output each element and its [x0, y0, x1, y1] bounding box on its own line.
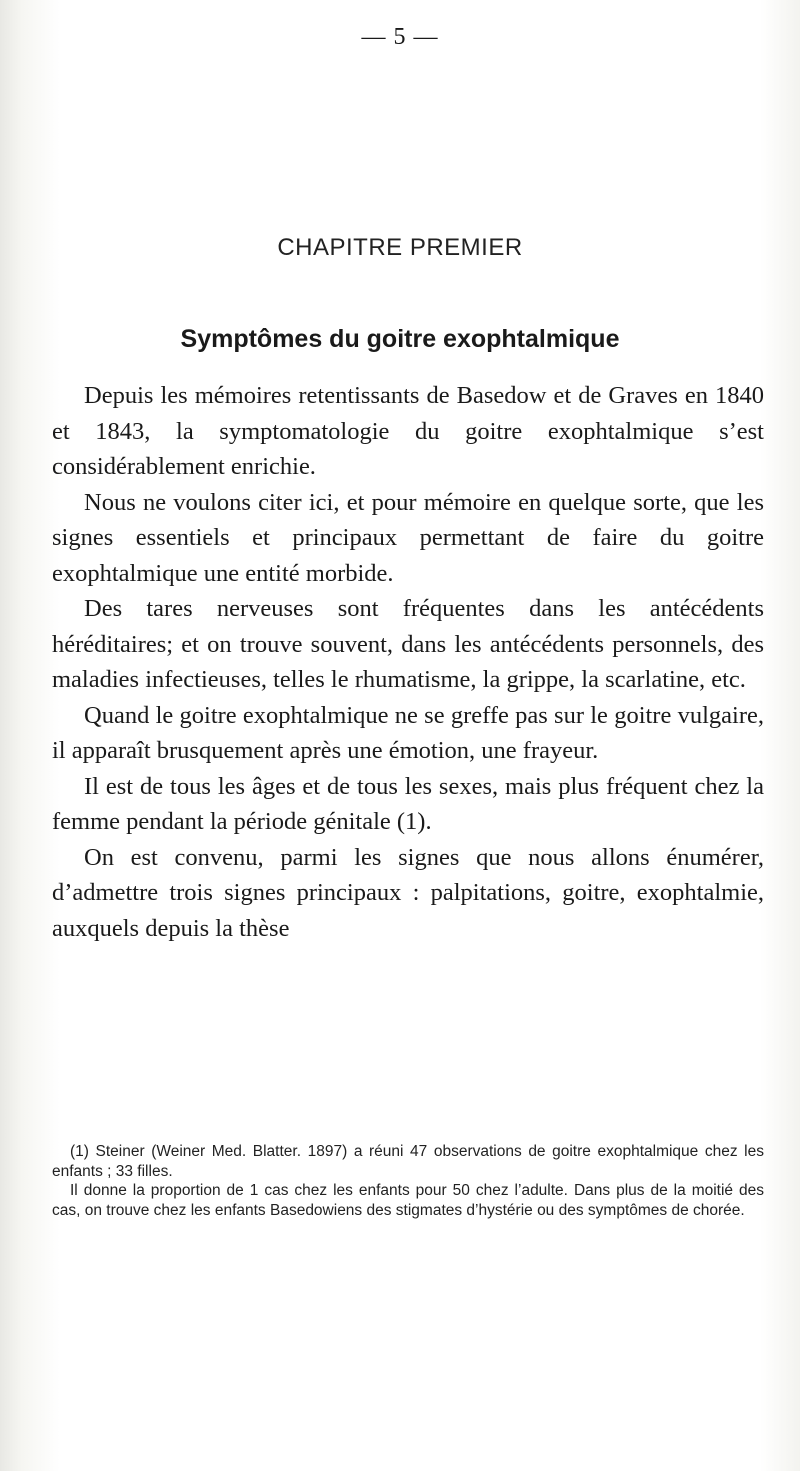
section-title: Symptômes du goitre exophtalmique: [180, 325, 620, 353]
paragraph: Des tares nerveuses sont fréquentes dans les antécédents héréditaires; et on trouve souvent, dans les antécédents personnels, des maladies infectieuses, telles le rhumatisme, la grippe, la scarlatine, etc.: [52, 595, 764, 693]
footnote: Il donne la proportion de 1 cas chez les enfants pour 50 chez l’adulte. Dans plus de la moitié des cas, on trouve chez les enfants Basedowiens des stigmates d’hystérie ou des symptômes de chorée.: [52, 1182, 764, 1219]
paragraph: On est convenu, parmi les signes que nous allons énumérer, d’admettre trois signes principaux : palpitations, goitre, exophtalmie, auxquels depuis la thèse: [52, 843, 764, 942]
paragraph: Nous ne voulons citer ici, et pour mémoire en quelque sorte, que les signes essentiels et principaux permettant de faire du goitre exophtalmique une entité morbide.: [52, 488, 764, 587]
paragraph: Depuis les mémoires retentissants de Basedow et de Graves en 1840 et 1843, la symptomatologie du goitre exophtalmique s’est considérablement enrichie.: [52, 382, 764, 480]
footnote: (1) Steiner (Weiner Med. Blatter. 1897) a réuni 47 observations de goitre exophtalmique chez les enfants ; 33 filles.: [52, 1143, 764, 1180]
body-text: [52, 378, 764, 946]
chapter-heading: CHAPITRE PREMIER: [277, 234, 523, 261]
footnotes: [52, 1142, 764, 1220]
paragraph: Quand le goitre exophtalmique ne se greffe pas sur le goitre vulgaire, il apparaît brusquement après une émotion, une frayeur.: [52, 701, 764, 764]
paragraph: Il est de tous les âges et de tous les sexes, mais plus fréquent chez la femme pendant la période génitale (1).: [52, 772, 764, 835]
page-number: — 5 —: [361, 24, 439, 50]
